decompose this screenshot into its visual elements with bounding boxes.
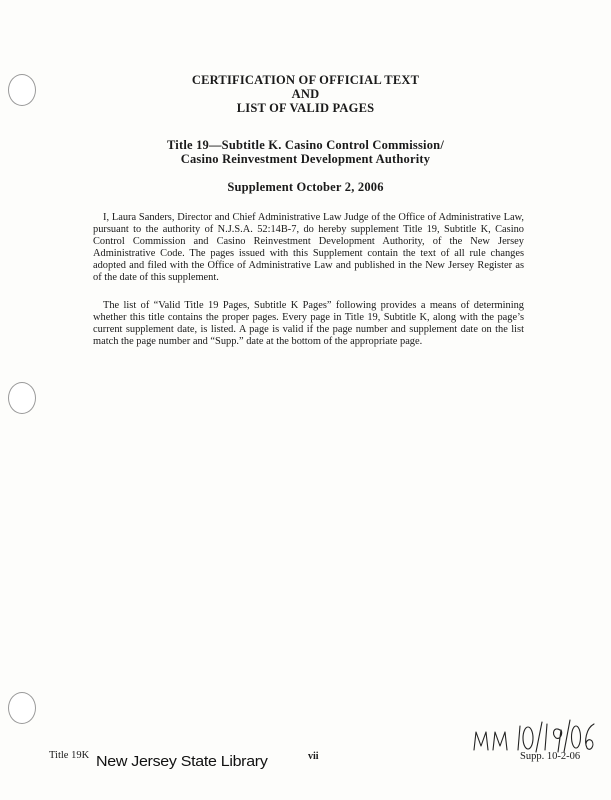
paragraph-valid-pages: The list of “Valid Title 19 Pages, Subtitle K Pages” following provides a means of determining whether this title contains the proper pages. Every page in Title 19, Subtitle K, along with the page’s current supplement date, is listed. A page is valid if the page number and supplement date on the list match the page number and “Supp.” date at the bottom of the appropriate page. bbox=[93, 300, 524, 347]
library-stamp: New Jersey State Library bbox=[96, 753, 268, 770]
subheading-line-2: Casino Reinvestment Development Authority bbox=[180, 152, 431, 166]
punch-hole-icon bbox=[8, 382, 36, 414]
punch-hole-icon bbox=[8, 692, 36, 724]
subheading-line-1: Title 19—Subtitle K. Casino Control Commission/ bbox=[166, 138, 445, 152]
heading-line-3: LIST OF VALID PAGES bbox=[236, 101, 375, 115]
footer-page-number: vii bbox=[308, 751, 319, 762]
sub-heading bbox=[0, 138, 611, 166]
paragraph-certification: I, Laura Sanders, Director and Chief Administrative Law Judge of the Office of Administrative Law, pursuant to the authority of N.J.S.A. 52:14B-7, do hereby supplement Title 19, Subtitle K, Casino Control Commission and Casino Reinvestment Development Authority, of the New Jersey Administrative Code. The pages issued with this Supplement contain the text of all rule changes adopted and filed with the Office of Administrative Law and published in the New Jersey Register as of the date of this supplement. bbox=[93, 212, 524, 283]
footer-title: Title 19K bbox=[49, 750, 90, 761]
heading-line-2: AND bbox=[291, 87, 320, 101]
footer-supplement: Supp. 10-2-06 bbox=[520, 751, 581, 762]
main-heading bbox=[0, 73, 611, 115]
supplement-date: Supplement October 2, 2006 bbox=[227, 180, 384, 194]
heading-line-1: CERTIFICATION OF OFFICIAL TEXT bbox=[191, 73, 420, 87]
